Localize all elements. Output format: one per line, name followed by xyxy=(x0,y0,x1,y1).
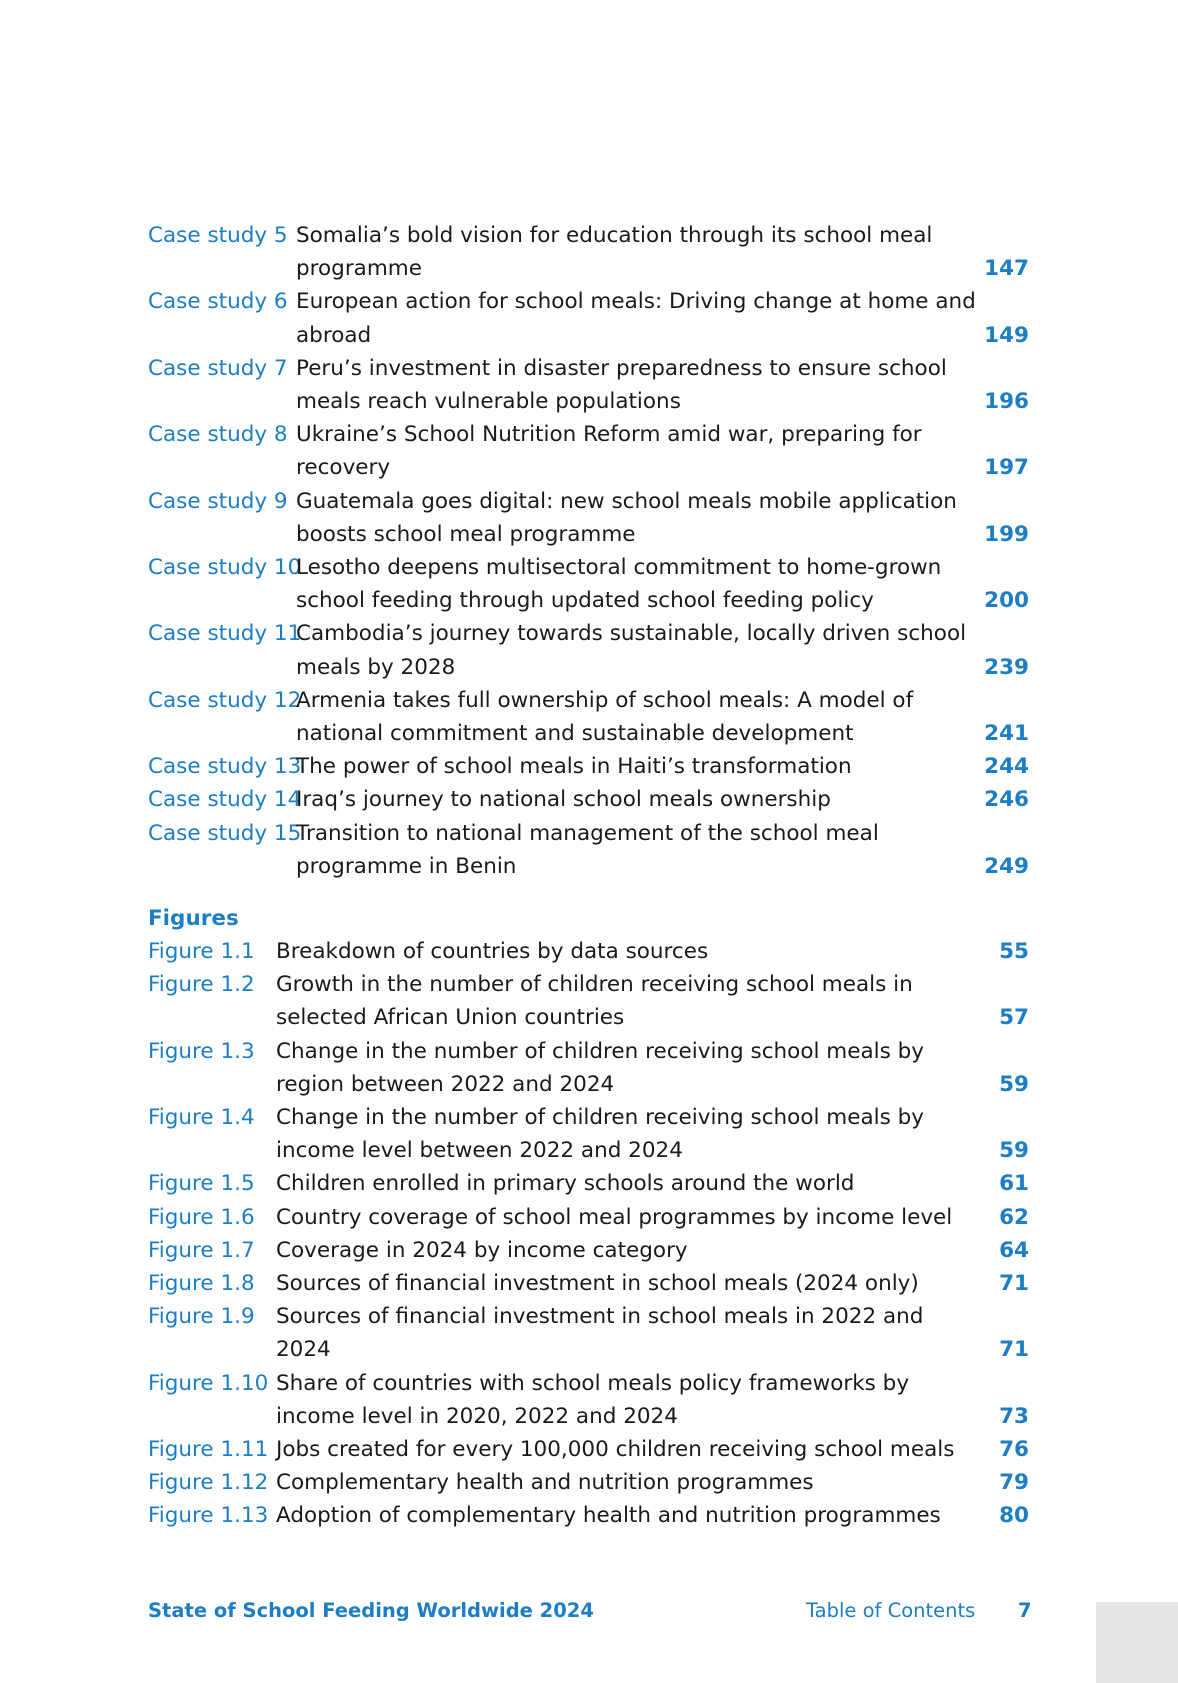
footer-page-number: 7 xyxy=(1018,1599,1032,1622)
toc-entry-case-study[interactable] xyxy=(148,219,1029,285)
entry-title: Lesotho deepens multisectoral commitment to home-grown school feeding through updated school feeding policy xyxy=(296,555,942,614)
toc-entry-figure[interactable] xyxy=(148,1267,1029,1300)
toc-entry-case-study[interactable] xyxy=(148,352,1029,418)
entry-title: Cambodia’s journey towards sustainable, locally driven school meals by 2028 xyxy=(296,621,967,680)
entry-title: The power of school meals in Haiti’s transformation xyxy=(296,754,852,780)
entry-title: Sources of financial investment in school meals (2024 only) xyxy=(276,1271,919,1297)
entry-label: Case study 9 xyxy=(148,488,288,514)
toc-entry-case-study[interactable] xyxy=(148,485,1029,551)
entry-page-number: 147 xyxy=(984,256,1029,282)
entry-page-number: 59 xyxy=(999,1138,1029,1164)
toc-entry-figure[interactable] xyxy=(148,1101,1029,1167)
entry-label: Figure 1.3 xyxy=(148,1038,255,1064)
entry-title: Ukraine’s School Nutrition Reform amid war, preparing for recovery xyxy=(296,422,922,481)
entry-label: Figure 1.2 xyxy=(148,972,255,998)
entry-title: Transition to national management of the school meal programme in Benin xyxy=(296,820,879,879)
toc-entry-case-study[interactable] xyxy=(148,783,1029,816)
entry-title: Sources of financial investment in school meals in 2022 and 2024 xyxy=(276,1304,924,1363)
entry-title: Country coverage of school meal programmes by income level xyxy=(276,1204,953,1230)
entry-label: Figure 1.10 xyxy=(148,1370,269,1396)
toc-entry-case-study[interactable] xyxy=(148,817,1029,883)
entry-page-number: 196 xyxy=(984,389,1029,415)
entry-title: Children enrolled in primary schools around the world xyxy=(276,1171,855,1197)
entry-title: Growth in the number of children receiving school meals in selected African Union countries xyxy=(276,972,913,1031)
footer-document-title: State of School Feeding Worldwide 2024 xyxy=(148,1599,594,1622)
entry-label: Figure 1.9 xyxy=(148,1304,255,1330)
entry-title: Change in the number of children receiving school meals by region between 2022 and 2024 xyxy=(276,1038,925,1097)
entry-page-number: 79 xyxy=(999,1470,1029,1496)
entry-title: European action for school meals: Driving change at home and abroad xyxy=(296,289,976,348)
entry-label: Case study 13 xyxy=(148,754,302,780)
entry-page-number: 55 xyxy=(999,939,1029,964)
toc-entry-case-study[interactable] xyxy=(148,551,1029,617)
figures-heading: Figures xyxy=(148,906,239,931)
toc-entry-case-study[interactable] xyxy=(148,418,1029,484)
entry-page-number: 246 xyxy=(984,787,1029,813)
entry-page-number: 64 xyxy=(999,1237,1029,1263)
toc-entry-figure[interactable] xyxy=(148,1367,1029,1433)
entry-title: Guatemala goes digital: new school meals mobile application boosts school meal programme xyxy=(296,488,957,547)
toc-entry-case-study[interactable] xyxy=(148,617,1029,683)
entry-title: Share of countries with school meals policy frameworks by income level in 2020, 2022 and 2024 xyxy=(276,1370,910,1429)
entry-label: Figure 1.8 xyxy=(148,1271,255,1297)
toc-entry-figure[interactable] xyxy=(148,968,1029,1034)
toc-entry-figure[interactable] xyxy=(148,935,1029,968)
entry-page-number: 62 xyxy=(999,1204,1029,1230)
entry-label: Figure 1.7 xyxy=(148,1237,255,1263)
entry-label: Case study 15 xyxy=(148,820,302,846)
entry-page-number: 71 xyxy=(999,1271,1029,1297)
entry-label: Figure 1.11 xyxy=(148,1437,269,1463)
toc-entry-figure[interactable] xyxy=(148,1035,1029,1101)
entry-title: Change in the number of children receiving school meals by income level between 2022 and 2024 xyxy=(276,1105,925,1164)
entry-title: Peru’s investment in disaster preparedness to ensure school meals reach vulnerable populations xyxy=(296,355,947,415)
entry-page-number: 61 xyxy=(999,1171,1029,1197)
entry-page-number: 244 xyxy=(984,754,1029,780)
entry-label: Figure 1.6 xyxy=(148,1204,255,1230)
entry-label: Figure 1.13 xyxy=(148,1503,269,1529)
entry-page-number: 149 xyxy=(984,322,1029,348)
toc-entry-case-study[interactable] xyxy=(148,684,1029,750)
entry-page-number: 197 xyxy=(984,455,1029,481)
entry-title: Iraq’s journey to national school meals ownership xyxy=(296,787,831,813)
entry-label: Figure 1.12 xyxy=(148,1470,269,1496)
entry-page-number: 80 xyxy=(999,1503,1029,1529)
entry-label: Case study 7 xyxy=(148,355,288,381)
toc-entry-figure[interactable] xyxy=(148,1433,1029,1466)
entry-page-number: 249 xyxy=(984,853,1029,879)
toc-entry-figure[interactable] xyxy=(148,1201,1029,1234)
entry-label: Case study 6 xyxy=(148,289,288,315)
toc-entry-figure[interactable] xyxy=(148,1167,1029,1200)
entry-title: Jobs created for every 100,000 children receiving school meals xyxy=(276,1437,955,1463)
entry-page-number: 239 xyxy=(984,654,1029,680)
page-corner-tab xyxy=(1096,1602,1178,1683)
toc-entry-figure[interactable] xyxy=(148,1234,1029,1267)
entry-label: Case study 11 xyxy=(148,621,302,647)
entry-label: Figure 1.5 xyxy=(148,1171,255,1197)
toc-entry-case-study[interactable] xyxy=(148,750,1029,783)
entry-page-number: 241 xyxy=(984,721,1029,747)
entry-page-number: 71 xyxy=(999,1337,1029,1363)
entry-label: Case study 5 xyxy=(148,223,288,248)
toc-entry-figure[interactable] xyxy=(148,1466,1029,1499)
entry-label: Figure 1.4 xyxy=(148,1105,255,1131)
entry-page-number: 57 xyxy=(999,1005,1029,1031)
entry-label: Case study 8 xyxy=(148,422,288,448)
toc-entry-figure[interactable] xyxy=(148,1300,1029,1366)
figures-list xyxy=(148,902,1029,1533)
entry-title: Complementary health and nutrition programmes xyxy=(276,1470,814,1496)
entry-title: Somalia’s bold vision for education through its school meal programme xyxy=(296,223,933,282)
entry-page-number: 59 xyxy=(999,1071,1029,1097)
footer-section-link[interactable]: Table of Contents xyxy=(806,1599,976,1622)
toc-entry-case-study[interactable] xyxy=(148,285,1029,351)
entry-title: Armenia takes full ownership of school meals: A model of national commitment and sustainable development xyxy=(296,687,914,747)
entry-title: Coverage in 2024 by income category xyxy=(276,1237,688,1263)
entry-title: Adoption of complementary health and nutrition programmes xyxy=(276,1503,941,1529)
entry-label: Case study 14 xyxy=(148,787,302,813)
case-studies-list xyxy=(148,219,1029,883)
entry-page-number: 76 xyxy=(999,1437,1029,1463)
entry-page-number: 73 xyxy=(999,1403,1029,1429)
entry-title: Breakdown of countries by data sources xyxy=(276,939,709,964)
entry-label: Case study 12 xyxy=(148,687,302,713)
entry-page-number: 200 xyxy=(984,588,1029,614)
entry-page-number: 199 xyxy=(984,521,1029,547)
toc-entry-figure[interactable] xyxy=(148,1499,1029,1532)
entry-label: Case study 10 xyxy=(148,555,302,581)
entry-label: Figure 1.1 xyxy=(148,939,255,964)
